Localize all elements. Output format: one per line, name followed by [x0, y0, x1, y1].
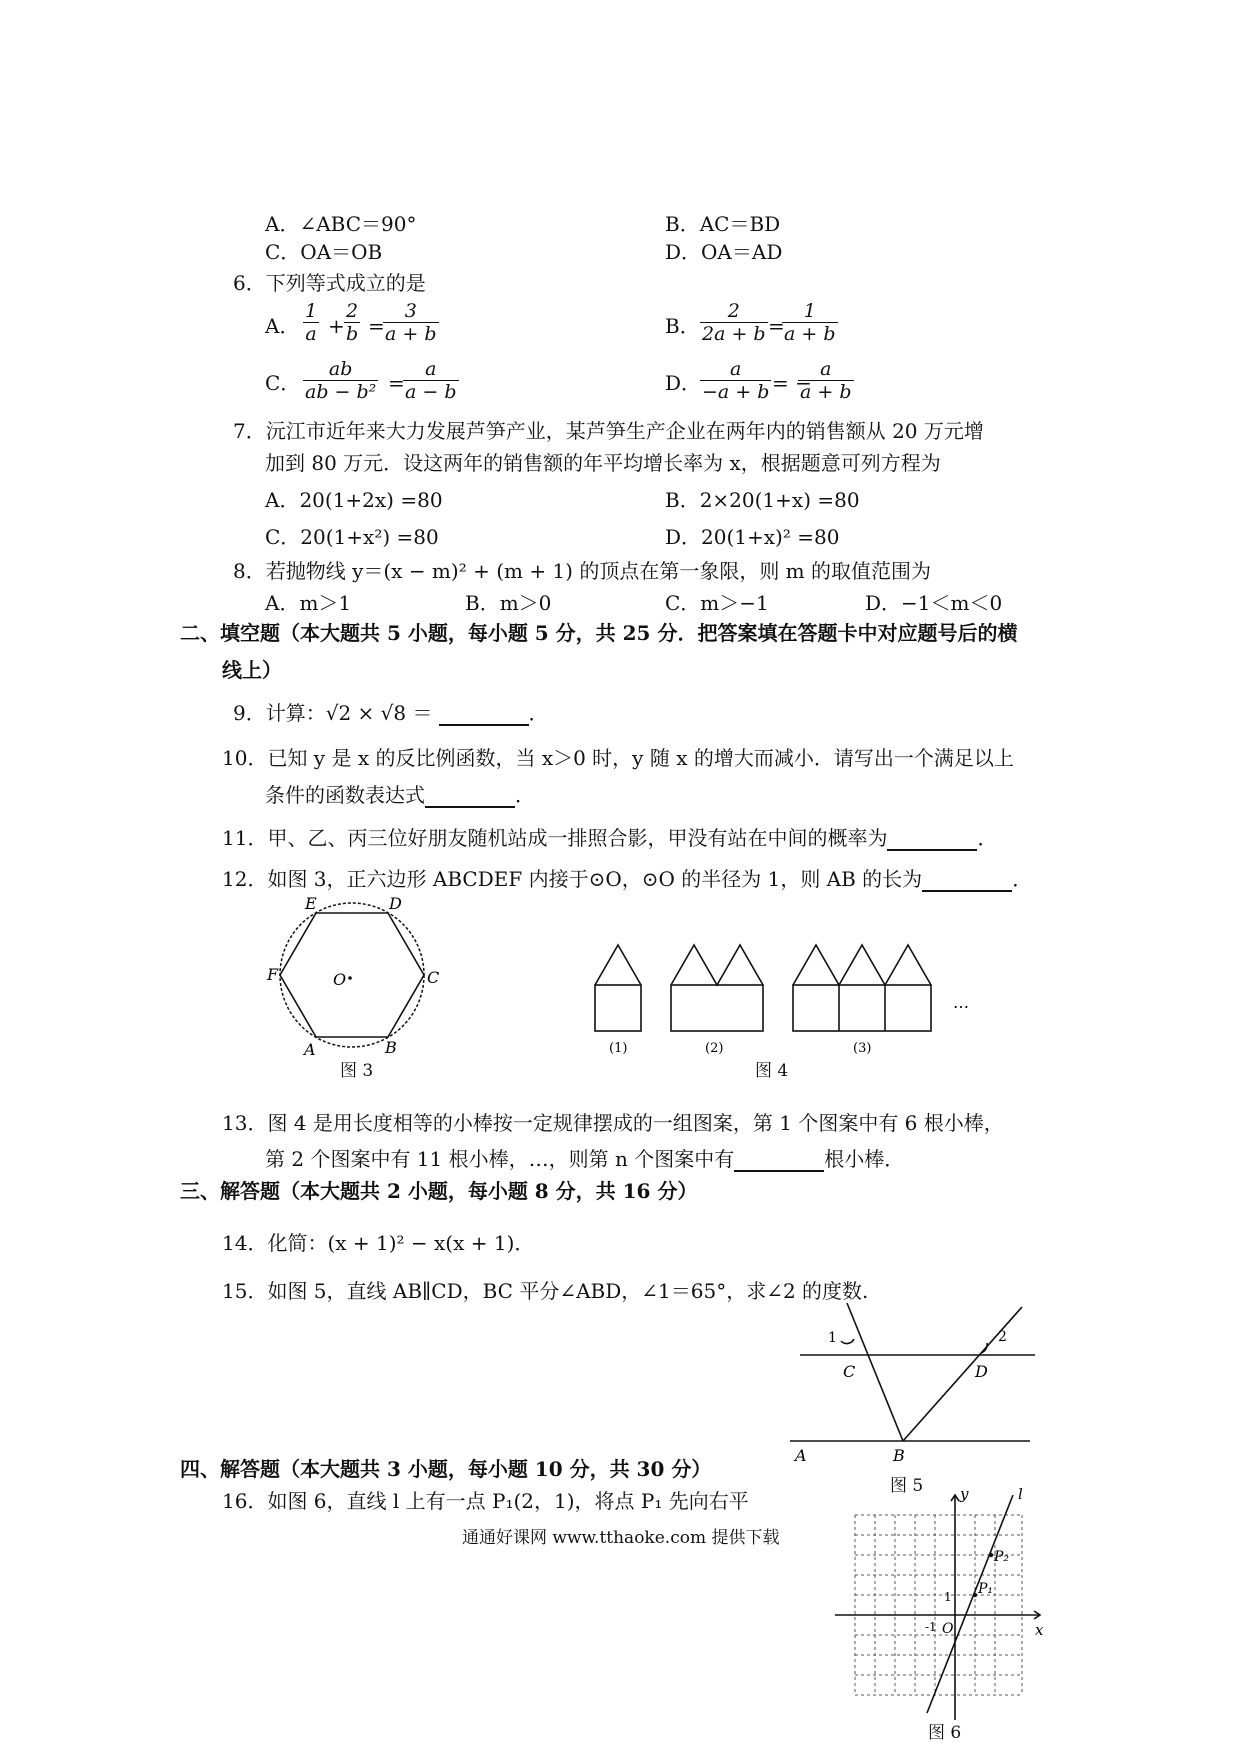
q7-option-d: D．20(1+x)² =80 — [665, 525, 840, 549]
center-label-o: O — [333, 970, 347, 989]
q7-line1: 7．沅江市近年来大力发展芦笋产业，某芦笋生产企业在两年内的销售额从 20 万元增 — [233, 419, 984, 443]
pattern-3 — [793, 945, 931, 1031]
q7-line2: 加到 80 万元．设这两年的销售额的年平均增长率为 x，根据题意可列方程为 — [265, 451, 941, 475]
q13-line2: 第 2 个图案中有 11 根小棒，…，则第 n 个图案中有 根小棒． — [265, 1147, 905, 1171]
vertex-label-d: D — [389, 894, 402, 913]
section4-heading: 四、解答题（本大题共 3 小题，每小题 10 分，共 30 分） — [180, 1457, 712, 1481]
figure-3-hexagon — [255, 885, 445, 1075]
angle-2-label: 2 — [998, 1329, 1007, 1345]
q8-option-d: D．−1＜m＜0 — [865, 591, 1003, 615]
q6-b-frac1: $\frac{2}{2a + b}$ — [702, 300, 766, 345]
center-point — [348, 976, 352, 980]
q6-d-frac1: $\frac{a}{-a + b}$ — [702, 358, 770, 403]
segment-bc — [847, 1303, 903, 1441]
tick-label-x-neg1: -1 — [925, 1620, 937, 1634]
point-label-d: D — [975, 1362, 988, 1381]
line-l — [927, 1495, 1013, 1713]
q7-option-a: A．20(1+2x) =80 — [265, 488, 443, 512]
q11-answer-blank[interactable] — [887, 829, 977, 851]
q6-a-eq: = — [368, 314, 385, 338]
vertex-label-c: C — [427, 968, 440, 987]
q10-answer-blank[interactable] — [425, 786, 515, 808]
q6-b-frac2: $\frac{1}{a + b}$ — [784, 300, 836, 345]
q6-a-frac2: $\frac{2}{b}$ — [346, 300, 359, 345]
q6-d-eq: = − — [772, 371, 812, 395]
point-p2 — [989, 1553, 993, 1557]
figure-6-caption: 图 6 — [928, 1723, 962, 1743]
q13-answer-blank[interactable] — [734, 1150, 824, 1172]
figure-5-parallel-lines — [785, 1295, 1040, 1465]
section3-heading: 三、解答题（本大题共 2 小题，每小题 8 分，共 16 分） — [180, 1179, 698, 1203]
figure-4-caption: 图 4 — [755, 1061, 789, 1081]
q8-option-a: A．m＞1 — [265, 591, 352, 615]
line-l-label: l — [1018, 1485, 1023, 1503]
figure-6-coordinate-grid — [830, 1485, 1060, 1730]
p1-label: P₁ — [978, 1581, 994, 1597]
tick-label-y-1: 1 — [944, 1590, 952, 1604]
circle-o — [280, 903, 424, 1047]
q5-option-a: A．∠ABC＝90° — [265, 212, 417, 236]
q11-text: 11．甲、乙、丙三位好朋友随机站成一排照合影，甲没有站在中间的概率为 ． — [222, 826, 998, 850]
q6-b-eq: = — [768, 314, 785, 338]
origin-label: O — [942, 1621, 954, 1637]
q12-answer-blank[interactable] — [922, 870, 1012, 892]
figure-3-caption: 图 3 — [340, 1061, 374, 1081]
q6-c-eq: = — [388, 371, 405, 395]
pattern-ellipsis: … — [953, 993, 969, 1012]
section2-heading-line1: 二、填空题（本大题共 5 小题，每小题 5 分，共 25 分．把答案填在答题卡中对应题号后的横 — [180, 621, 1018, 645]
q5-option-b: B．AC＝BD — [665, 212, 781, 236]
p2-label: P₂ — [994, 1549, 1010, 1565]
section2-heading-line2: 线上） — [222, 658, 282, 682]
point-label-a: A — [795, 1446, 807, 1465]
q5-option-c: C．OA＝OB — [265, 240, 383, 264]
q6-a-frac3: $\frac{3}{a + b}$ — [385, 300, 437, 345]
footer-source: 通通好课网 www.tthaoke.com 提供下载 — [462, 1528, 780, 1548]
vertex-label-e: E — [305, 894, 317, 913]
q6-stem: 6．下列等式成立的是 — [233, 271, 426, 295]
regular-hexagon — [280, 913, 424, 1037]
pattern-3-label: (3) — [853, 1041, 872, 1056]
q8-option-c: C．m＞−1 — [665, 591, 769, 615]
pattern-2-label: (2) — [705, 1041, 724, 1056]
q6-a-frac1: $\frac{1}{a}$ — [305, 300, 318, 345]
grid-lines — [855, 1515, 1022, 1695]
q6-option-c-label: C． — [265, 371, 301, 395]
segment-bd-extended — [903, 1307, 1022, 1441]
q9-answer-blank[interactable] — [439, 704, 529, 726]
q15-text: 15．如图 5，直线 AB∥CD，BC 平分∠ABD，∠1＝65°，求∠2 的度数. — [222, 1279, 869, 1303]
angle-1-arc — [841, 1339, 854, 1343]
q8-stem: 8．若抛物线 y＝(x − m)² + (m + 1) 的顶点在第一象限，则 m 的取值范围为 — [233, 559, 931, 583]
angle-1-label: 1 — [828, 1330, 837, 1346]
q6-option-d-label: D． — [665, 371, 702, 395]
q7-option-b: B．2×20(1+x) =80 — [665, 488, 860, 512]
point-label-b: B — [893, 1446, 905, 1465]
figure-5-caption: 图 5 — [890, 1476, 924, 1496]
q7-option-c: C．20(1+x²) =80 — [265, 525, 439, 549]
figure-4-matchstick-patterns — [585, 940, 995, 1065]
x-axis-label: x — [1035, 1621, 1044, 1639]
q8-option-b: B．m＞0 — [465, 591, 552, 615]
q12-text: 12．如图 3，正六边形 ABCDEF 内接于⊙O，⊙O 的半径为 1，则 AB 的长为 ． — [222, 867, 1033, 891]
point-p1 — [973, 1593, 977, 1597]
q14-text: 14．化简：(x + 1)² − x(x + 1)． — [222, 1231, 535, 1255]
pattern-2 — [671, 945, 763, 1031]
q13-line1: 13．图 4 是用长度相等的小棒按一定规律摆成的一组图案，第 1 个图案中有 6 根小棒， — [222, 1111, 1004, 1135]
q9-text: 9．计算：√2 × √8 ＝ ． — [233, 701, 549, 725]
q6-option-a-label: A． — [265, 314, 300, 338]
q6-a-plus: + — [328, 314, 345, 338]
q6-c-frac2: $\frac{a}{a - b}$ — [405, 358, 457, 403]
q6-option-b-label: B． — [665, 314, 700, 338]
vertex-label-b: B — [385, 1038, 397, 1057]
q6-d-frac2: $\frac{a}{a + b}$ — [800, 358, 852, 403]
q10-line2: 条件的函数表达式 ． — [265, 783, 535, 807]
vertex-label-f: F — [267, 965, 279, 984]
pattern-1-label: (1) — [609, 1041, 628, 1056]
q16-text: 16．如图 6，直线 l 上有一点 P₁(2，1)，将点 P₁ 先向右平 — [222, 1489, 749, 1513]
q5-option-d: D．OA＝AD — [665, 240, 783, 264]
point-label-c: C — [843, 1362, 856, 1381]
vertex-label-a: A — [304, 1040, 316, 1059]
q10-line1: 10．已知 y 是 x 的反比例函数，当 x＞0 时，y 随 x 的增大而减小．请写出一个满足以上 — [222, 746, 1014, 770]
q6-c-frac1: $\frac{ab}{\text{ab − b²}}$ — [305, 358, 377, 403]
pattern-1 — [595, 945, 641, 1031]
y-axis-label: y — [960, 1485, 969, 1503]
